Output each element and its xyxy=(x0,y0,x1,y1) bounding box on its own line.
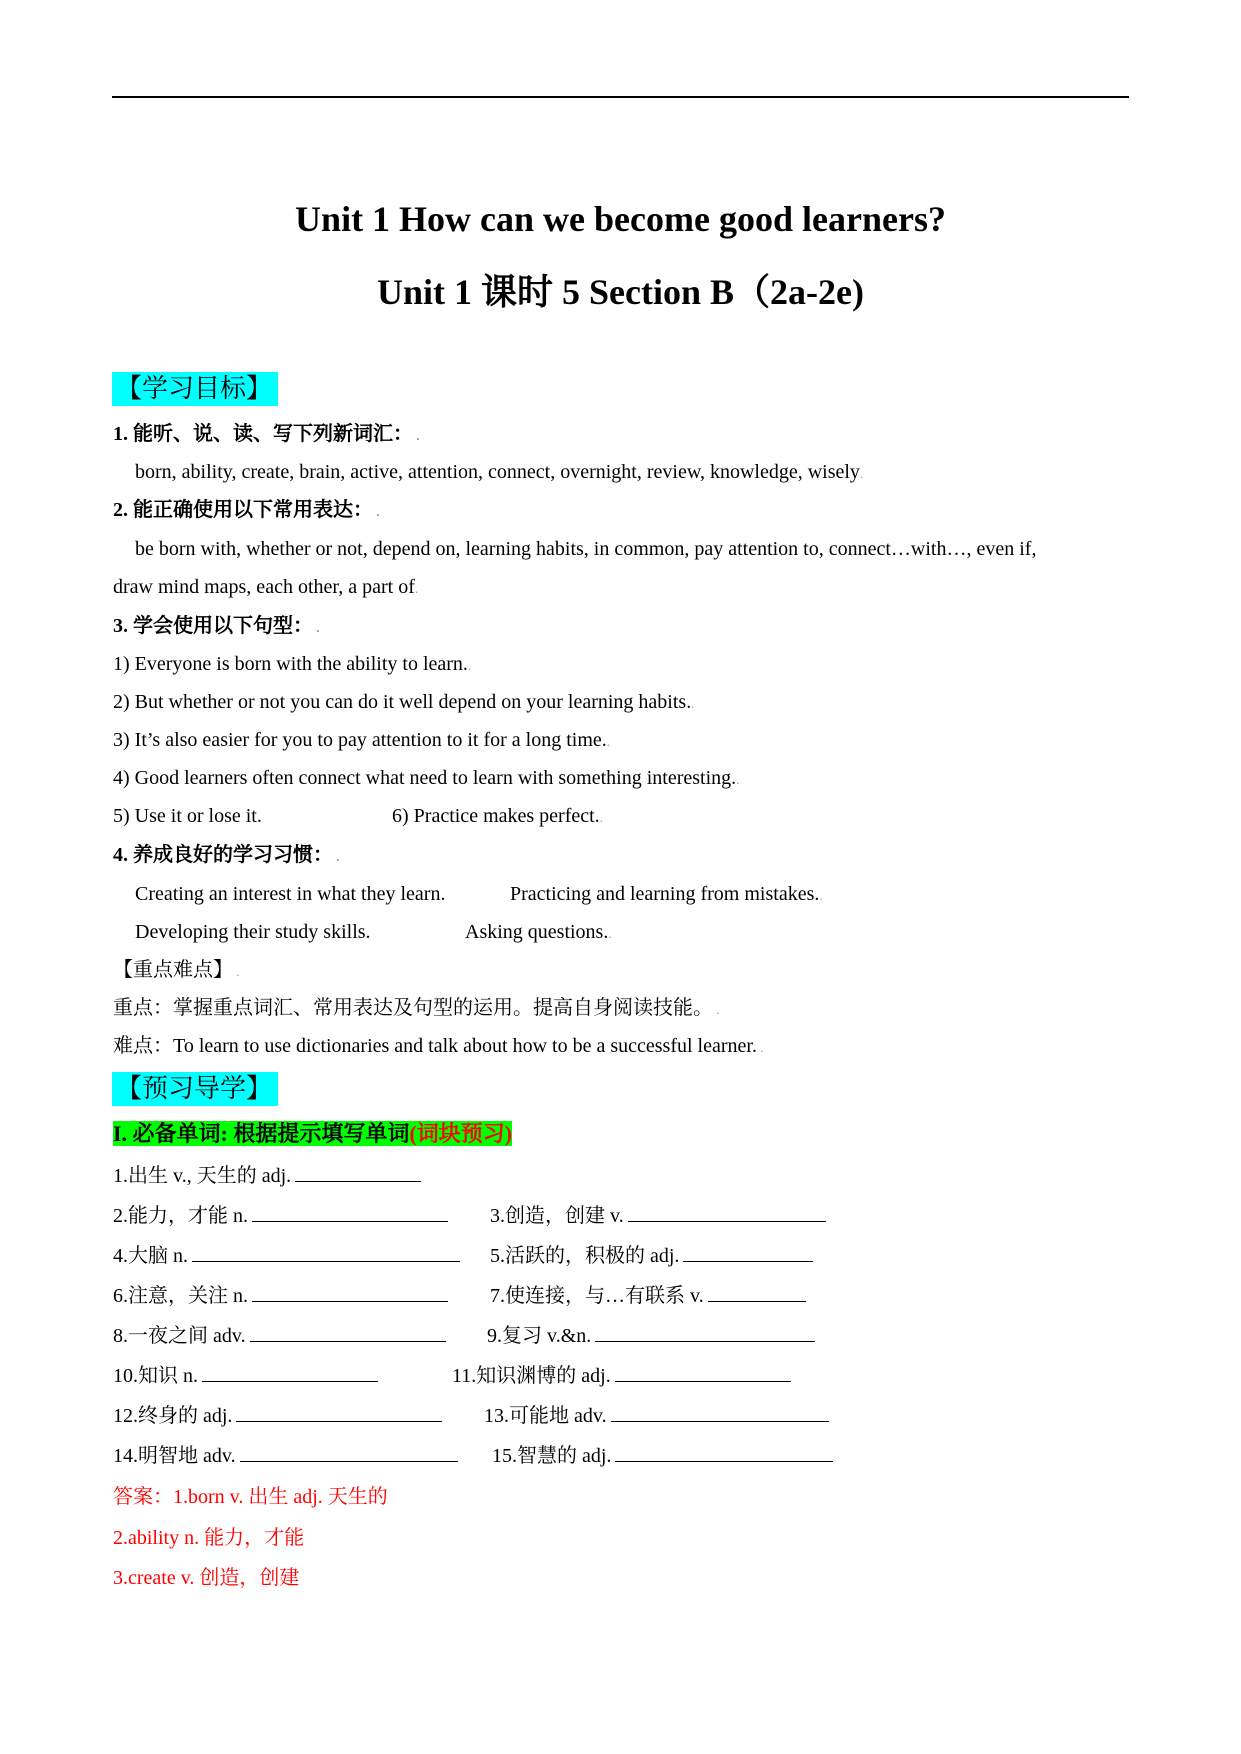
objective-1-words: born, ability, create, brain, active, attention, connect, overnight, review, knowledge, wisely. xyxy=(135,461,864,483)
objective-2-line-1: be born with, whether or not, depend on, learning habits, in common, pay attention to, connect…with…, even if, xyxy=(135,538,1037,560)
vocab-question-1: 1.出生 v., 天生的 adj. xyxy=(113,1163,421,1189)
objective-3-label: 3. 学会使用以下句型： . xyxy=(113,615,320,637)
objective-2-label: 2. 能正确使用以下常用表达： . xyxy=(113,499,380,521)
vocab-question-7: 7.使连接，与…有联系 v. xyxy=(490,1283,806,1309)
objective-1-label: 1. 能听、说、读、写下列新词汇： . xyxy=(113,423,420,445)
answer-line-2: 2.ability n. 能力，才能 xyxy=(113,1527,305,1549)
header-rule xyxy=(112,96,1129,98)
sentence-2: 2) But whether or not you can do it well depend on your learning habits.. xyxy=(113,691,695,713)
key-point: 重点：掌握重点词汇、常用表达及句型的运用。提高自身阅读技能。 . xyxy=(113,997,720,1019)
habit-1: Creating an interest in what they learn. xyxy=(135,883,446,905)
preview-heading: 【预习导学】 xyxy=(112,1072,278,1106)
vocab-question-10: 10.知识 n. xyxy=(113,1363,378,1389)
sentence-6: 6) Practice makes perfect.. xyxy=(392,805,603,827)
page-title: Unit 1 How can we become good learners? xyxy=(295,199,946,239)
vocab-question-3: 3.创造，创建 v. xyxy=(490,1203,826,1229)
vocab-question-15: 15.智慧的 adj. xyxy=(492,1443,833,1469)
habit-2: Practicing and learning from mistakes.. xyxy=(510,883,823,905)
vocab-question-5: 5.活跃的，积极的 adj. xyxy=(490,1243,813,1269)
vocab-question-13: 13.可能地 adv. xyxy=(484,1403,829,1429)
focus-heading: 【重点难点】 . xyxy=(113,959,240,981)
vocab-question-11: 11.知识渊博的 adj. xyxy=(452,1363,791,1389)
vocab-question-9: 9.复习 v.&n. xyxy=(487,1323,815,1349)
habit-4: Asking questions.. xyxy=(465,921,612,943)
habit-3: Developing their study skills. xyxy=(135,921,371,943)
vocab-question-6: 6.注意，关注 n. xyxy=(113,1283,448,1309)
objective-2-line-2: draw mind maps, each other, a part of. xyxy=(113,576,419,598)
sentence-3: 3) It’s also easier for you to pay attention to it for a long time.. xyxy=(113,729,611,751)
sentence-4: 4) Good learners often connect what need to learn with something interesting.. xyxy=(113,767,740,789)
vocab-question-2: 2.能力，才能 n. xyxy=(113,1203,448,1229)
page-subtitle: Unit 1 课时 5 Section B（2a-2e) xyxy=(377,272,864,312)
vocab-question-12: 12.终身的 adj. xyxy=(113,1403,442,1429)
sentence-5: 5) Use it or lose it. xyxy=(113,805,262,827)
objective-4-label: 4. 养成良好的学习习惯： . xyxy=(113,844,340,866)
sentence-1: 1) Everyone is born with the ability to learn.. xyxy=(113,653,472,675)
answer-line-1: 答案：1.born v. 出生 adj. 天生的 xyxy=(113,1486,388,1508)
answer-line-3: 3.create v. 创造，创建 xyxy=(113,1567,300,1589)
objectives-heading: 【学习目标】 xyxy=(112,372,278,406)
vocab-question-4: 4.大脑 n. xyxy=(113,1243,460,1269)
vocab-section-label: I. 必备单词: 根据提示填写单词(词块预习) xyxy=(113,1121,513,1146)
difficult-point: 难点：To learn to use dictionaries and talk about how to be a successful learner. . xyxy=(113,1035,764,1057)
vocab-question-8: 8.一夜之间 adv. xyxy=(113,1323,446,1349)
vocab-question-14: 14.明智地 adv. xyxy=(113,1443,458,1469)
